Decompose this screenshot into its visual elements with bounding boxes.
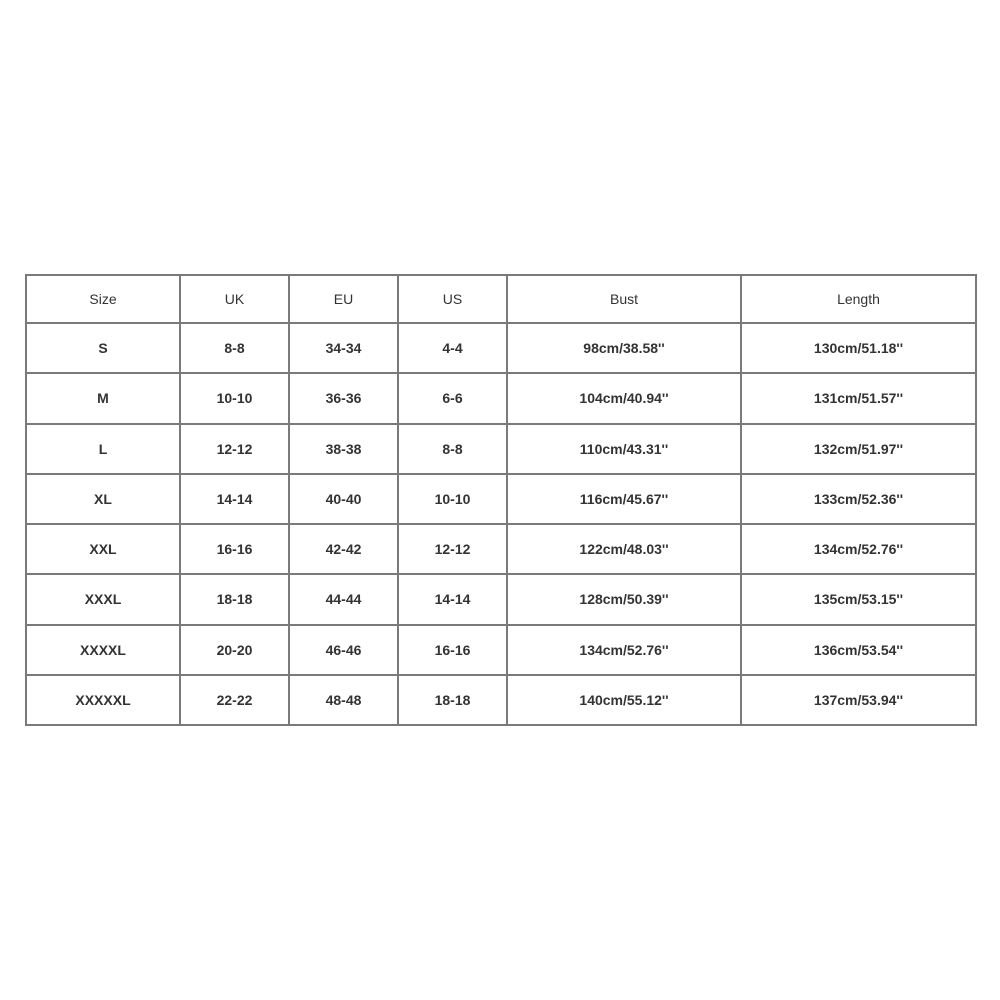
cell-size: XXXXXL bbox=[26, 675, 180, 725]
table-row bbox=[26, 373, 976, 423]
cell-eu: 46-46 bbox=[289, 625, 398, 675]
cell-size: L bbox=[26, 424, 180, 474]
cell-uk: 22-22 bbox=[180, 675, 289, 725]
cell-bust: 98cm/38.58'' bbox=[507, 323, 741, 373]
table-row bbox=[26, 524, 976, 574]
cell-uk: 16-16 bbox=[180, 524, 289, 574]
cell-us: 4-4 bbox=[398, 323, 507, 373]
cell-us: 16-16 bbox=[398, 625, 507, 675]
table-row bbox=[26, 474, 976, 524]
table-row bbox=[26, 675, 976, 725]
header-uk: UK bbox=[180, 275, 289, 323]
table-row bbox=[26, 424, 976, 474]
cell-length: 131cm/51.57'' bbox=[741, 373, 976, 423]
cell-bust: 128cm/50.39'' bbox=[507, 574, 741, 624]
cell-length: 130cm/51.18'' bbox=[741, 323, 976, 373]
cell-us: 8-8 bbox=[398, 424, 507, 474]
cell-length: 132cm/51.97'' bbox=[741, 424, 976, 474]
cell-uk: 10-10 bbox=[180, 373, 289, 423]
cell-eu: 48-48 bbox=[289, 675, 398, 725]
cell-size: XL bbox=[26, 474, 180, 524]
header-row bbox=[26, 275, 976, 323]
cell-bust: 122cm/48.03'' bbox=[507, 524, 741, 574]
cell-us: 14-14 bbox=[398, 574, 507, 624]
cell-length: 137cm/53.94'' bbox=[741, 675, 976, 725]
cell-size: S bbox=[26, 323, 180, 373]
header-eu: EU bbox=[289, 275, 398, 323]
cell-bust: 110cm/43.31'' bbox=[507, 424, 741, 474]
cell-uk: 14-14 bbox=[180, 474, 289, 524]
table-row bbox=[26, 625, 976, 675]
table-row bbox=[26, 574, 976, 624]
cell-eu: 38-38 bbox=[289, 424, 398, 474]
cell-uk: 20-20 bbox=[180, 625, 289, 675]
cell-size: XXL bbox=[26, 524, 180, 574]
cell-eu: 42-42 bbox=[289, 524, 398, 574]
cell-length: 135cm/53.15'' bbox=[741, 574, 976, 624]
size-chart-table bbox=[25, 274, 977, 726]
table-body bbox=[26, 323, 976, 725]
cell-us: 10-10 bbox=[398, 474, 507, 524]
cell-eu: 40-40 bbox=[289, 474, 398, 524]
cell-length: 133cm/52.36'' bbox=[741, 474, 976, 524]
cell-us: 18-18 bbox=[398, 675, 507, 725]
cell-eu: 36-36 bbox=[289, 373, 398, 423]
cell-uk: 12-12 bbox=[180, 424, 289, 474]
cell-bust: 134cm/52.76'' bbox=[507, 625, 741, 675]
cell-eu: 34-34 bbox=[289, 323, 398, 373]
cell-size: XXXL bbox=[26, 574, 180, 624]
cell-size: M bbox=[26, 373, 180, 423]
cell-uk: 18-18 bbox=[180, 574, 289, 624]
header-size: Size bbox=[26, 275, 180, 323]
cell-uk: 8-8 bbox=[180, 323, 289, 373]
cell-bust: 140cm/55.12'' bbox=[507, 675, 741, 725]
cell-us: 12-12 bbox=[398, 524, 507, 574]
table-row bbox=[26, 323, 976, 373]
cell-length: 134cm/52.76'' bbox=[741, 524, 976, 574]
header-bust: Bust bbox=[507, 275, 741, 323]
cell-length: 136cm/53.54'' bbox=[741, 625, 976, 675]
cell-us: 6-6 bbox=[398, 373, 507, 423]
cell-bust: 116cm/45.67'' bbox=[507, 474, 741, 524]
header-us: US bbox=[398, 275, 507, 323]
cell-size: XXXXL bbox=[26, 625, 180, 675]
cell-bust: 104cm/40.94'' bbox=[507, 373, 741, 423]
cell-eu: 44-44 bbox=[289, 574, 398, 624]
header-length: Length bbox=[741, 275, 976, 323]
